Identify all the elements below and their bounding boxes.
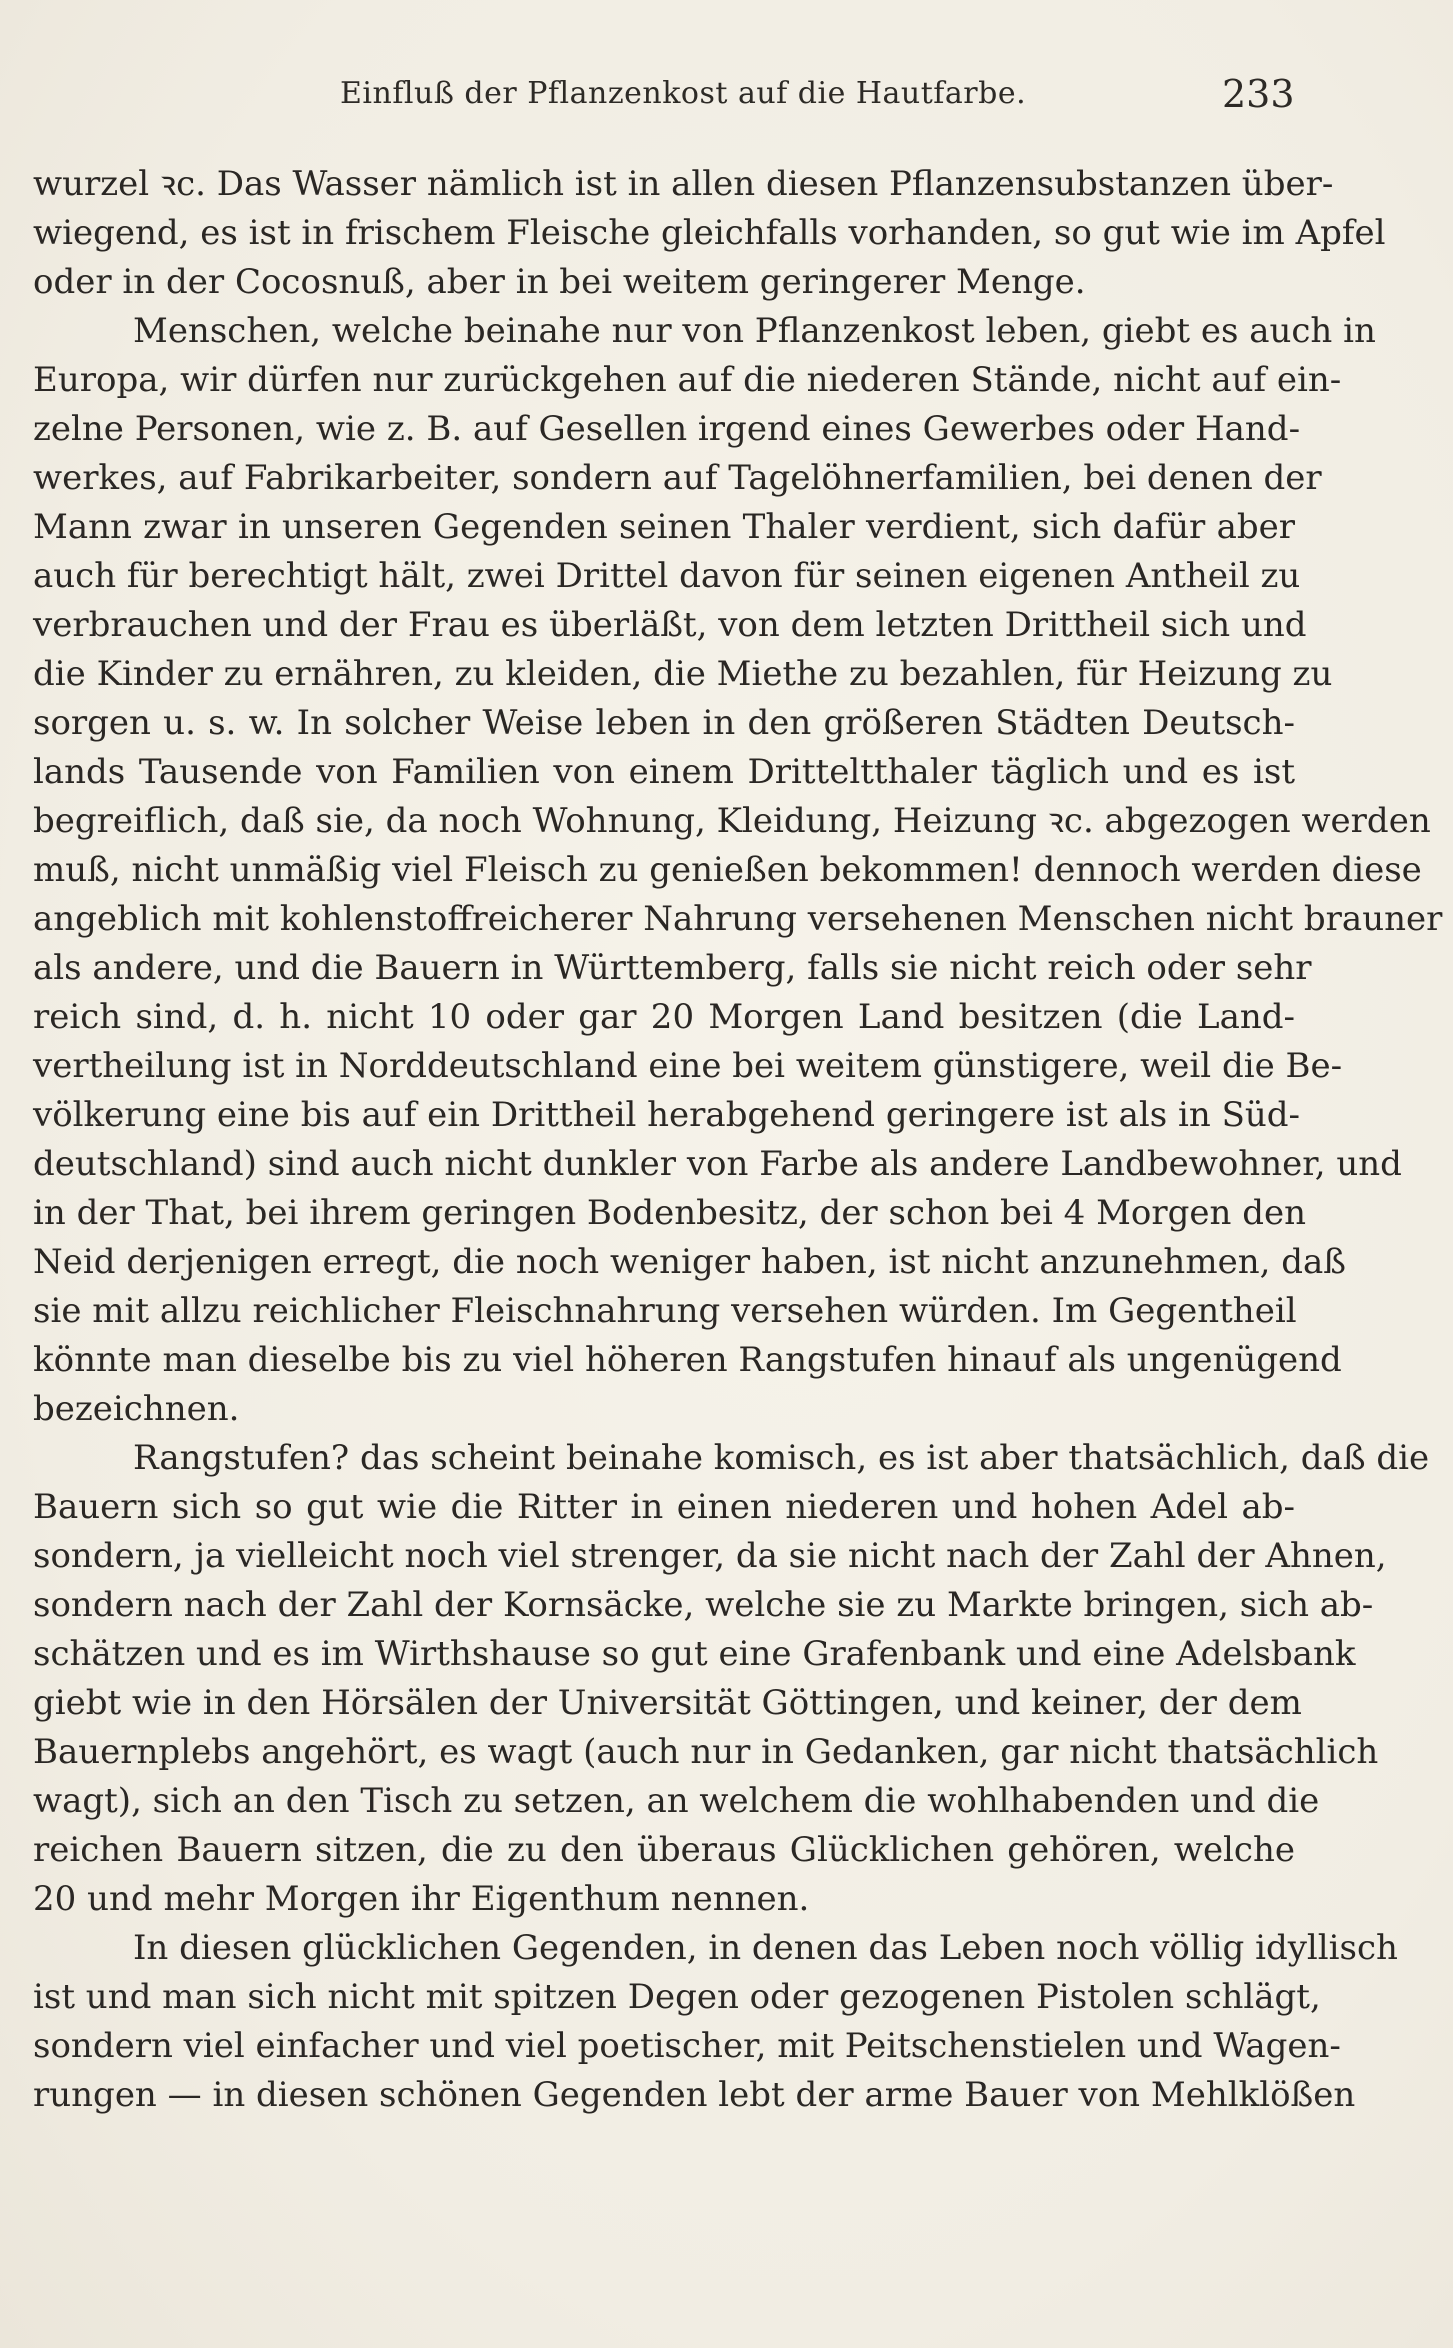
text-line: Mann zwar in unseren Gegenden seinen Thaler verdient, sich dafür aber [33, 507, 1295, 547]
text-line: lands Tausende von Familien von einem Dritteltthaler täglich und es ist [33, 752, 1295, 792]
text-line: bezeichnen. [33, 1389, 240, 1429]
text-line: sondern nach der Zahl der Kornsäcke, welche sie zu Markte bringen, sich ab- [33, 1585, 1374, 1625]
text-line: als andere, und die Bauern in Württemberg, falls sie nicht reich oder sehr [33, 948, 1312, 988]
text-line: werkes, auf Fabrikarbeiter, sondern auf Tagelöhnerfamilien, bei denen der [33, 458, 1322, 498]
text-line: schätzen und es im Wirthshause so gut eine Grafenbank und eine Adelsbank [33, 1634, 1356, 1674]
text-line: die Kinder zu ernähren, zu kleiden, die Miethe zu bezahlen, für Heizung zu [33, 654, 1333, 694]
text-line: Rangstufen? das scheint beinahe komisch, es ist aber thatsächlich, daß die [133, 1438, 1430, 1478]
text-line: verbrauchen und der Frau es überläßt, von dem letzten Drittheil sich und [33, 605, 1307, 645]
text-line: muß, nicht unmäßig viel Fleisch zu genießen bekommen! dennoch werden diese [33, 850, 1422, 890]
text-line: sie mit allzu reichlicher Fleischnahrung versehen würden. Im Gegentheil [33, 1291, 1297, 1331]
text-line: wurzel ꝛc. Das Wasser nämlich ist in allen diesen Pflanzensubstanzen über- [33, 164, 1334, 204]
text-line: rungen — in diesen schönen Gegenden lebt der arme Bauer von Mehlklößen [33, 2075, 1356, 2115]
text-line: auch für berechtigt hält, zwei Drittel davon für seinen eigenen Antheil zu [33, 556, 1301, 596]
text-line: könnte man dieselbe bis zu viel höheren Rangstufen hinauf als ungenügend [33, 1340, 1342, 1380]
text-line: reichen Bauern sitzen, die zu den überaus Glücklichen gehören, welche [33, 1830, 1295, 1870]
text-line: völkerung eine bis auf ein Drittheil herabgehend geringere ist als in Süd- [33, 1095, 1301, 1135]
text-line: giebt wie in den Hörsälen der Universität Göttingen, und keiner, der dem [33, 1683, 1302, 1723]
text-line: Bauern sich so gut wie die Ritter in einen niederen und hohen Adel ab- [33, 1487, 1295, 1527]
text-line: In diesen glücklichen Gegenden, in denen das Leben noch völlig idyllisch [133, 1928, 1398, 1968]
text-line: Europa, wir dürfen nur zurückgehen auf die niederen Stände, nicht auf ein- [33, 360, 1342, 400]
text-line: ist und man sich nicht mit spitzen Degen oder gezogenen Pistolen schlägt, [33, 1977, 1321, 2017]
page-number: 233 [1222, 72, 1295, 116]
text-line: Bauernplebs angehört, es wagt (auch nur in Gedanken, gar nicht thatsächlich [33, 1732, 1379, 1772]
text-line: deutschland) sind auch nicht dunkler von Farbe als andere Landbewohner, und [33, 1144, 1402, 1184]
text-line: in der That, bei ihrem geringen Bodenbesitz, der schon bei 4 Morgen den [33, 1193, 1306, 1233]
text-line: reich sind, d. h. nicht 10 oder gar 20 Morgen Land besitzen (die Land- [33, 997, 1295, 1037]
text-line: 20 und mehr Morgen ihr Eigenthum nennen. [33, 1879, 810, 1919]
text-line: Neid derjenigen erregt, die noch weniger haben, ist nicht anzunehmen, daß [33, 1242, 1346, 1282]
text-line: vertheilung ist in Norddeutschland eine bei weitem günstigere, weil die Be- [33, 1046, 1343, 1086]
text-line: zelne Personen, wie z. B. auf Gesellen irgend eines Gewerbes oder Hand- [33, 409, 1301, 449]
text-line: wiegend, es ist in frischem Fleische gleichfalls vorhanden, so gut wie im Apfel [33, 213, 1386, 253]
text-line: begreiflich, daß sie, da noch Wohnung, Kleidung, Heizung ꝛc. abgezogen werden [33, 801, 1431, 841]
body-text [33, 160, 1443, 2120]
running-title: Einfluß der Pflanzenkost auf die Hautfarbe. [340, 76, 1027, 111]
text-line: wagt), sich an den Tisch zu setzen, an welchem die wohlhabenden und die [33, 1781, 1320, 1821]
text-line: Menschen, welche beinahe nur von Pflanzenkost leben, giebt es auch in [133, 311, 1376, 351]
text-line: sondern, ja vielleicht noch viel strenger, da sie nicht nach der Zahl der Ahnen, [33, 1536, 1387, 1576]
text-line: oder in der Cocosnuß, aber in bei weitem geringerer Menge. [33, 262, 1086, 302]
text-line: angeblich mit kohlenstoffreicherer Nahrung versehenen Menschen nicht brauner [33, 899, 1443, 939]
text-line: sorgen u. s. w. In solcher Weise leben in den größeren Städten Deutsch- [33, 703, 1295, 743]
text-line: sondern viel einfacher und viel poetischer, mit Peitschenstielen und Wagen- [33, 2026, 1341, 2066]
